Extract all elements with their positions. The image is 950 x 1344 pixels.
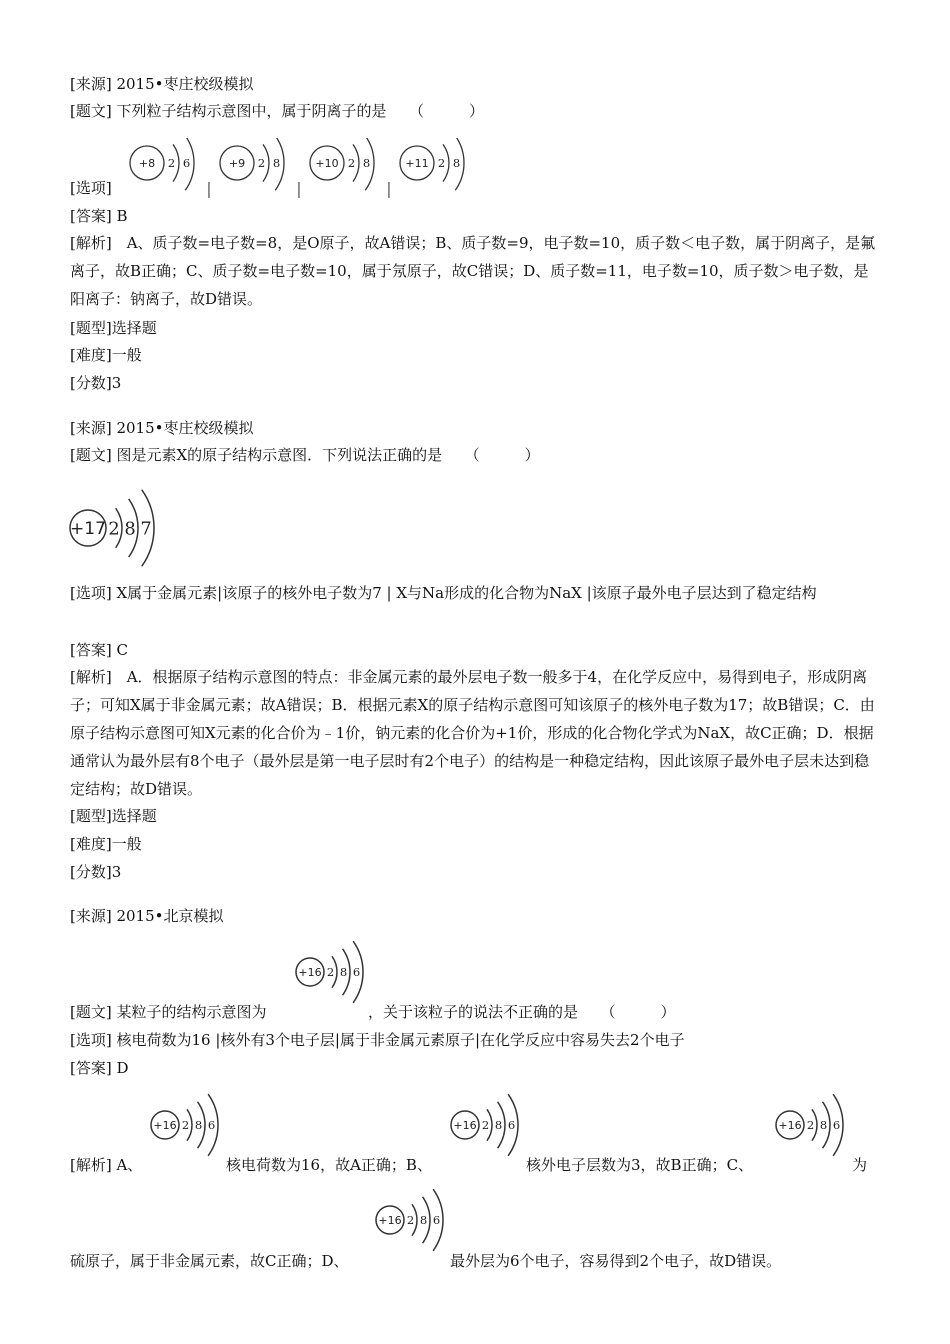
shell-electron-count: 6	[182, 156, 191, 171]
atom-structure-diagram	[215, 138, 293, 198]
q1-difficulty: [难度]一般	[70, 346, 142, 364]
nucleus-charge: +10	[315, 156, 339, 170]
q3-analysis-c: 硫原子，属于非金属元素，故C正确；D、	[70, 1252, 349, 1270]
q1-analysis: [解析] A、质子数=电子数=8，是O原子，故A错误；B、质子数=9，电子数=10，质子数＜电子数，属于阴离子，是氟离子，故B正确；C、质子数=电子数=10，属于氖原子，故C错误；D、质子数=11，电子数=10，质子数＞电子数，是阳离子：钠离子，故D错误。	[70, 234, 876, 308]
q2-score: [分数]3	[70, 863, 122, 881]
nucleus-charge: +9	[228, 156, 246, 170]
shell-electron-count: 7	[140, 518, 152, 540]
q3-source: [来源] 2015•北京模拟	[70, 907, 224, 925]
q3-stem-before: [题文] 某粒子的结构示意图为	[70, 1003, 267, 1021]
option-separator: |	[296, 179, 302, 198]
option-separator: |	[206, 179, 212, 198]
nucleus-charge: +16	[778, 1118, 802, 1132]
shell-electron-count: 2	[257, 156, 266, 171]
q1-option-diagram	[305, 138, 383, 198]
shell-electron-count: 6	[507, 1118, 516, 1133]
q3-analysis-d: 最外层为6个电子，容易得到2个电子，故D错误。	[450, 1252, 782, 1270]
q3-analysis-a-prefix: [解析] A、	[70, 1156, 143, 1174]
shell-electron-count: 2	[406, 1213, 415, 1228]
shell-electron-count: 8	[452, 156, 461, 171]
nucleus-charge: +16	[153, 1118, 177, 1132]
atom-structure-diagram	[145, 1085, 229, 1171]
q3-answer: [答案] D	[70, 1059, 129, 1077]
shell-electron-count: 2	[347, 156, 356, 171]
atom-structure-diagram	[445, 1085, 529, 1171]
q2-answer: [答案] C	[70, 641, 128, 659]
q2-difficulty: [难度]一般	[70, 835, 142, 853]
q2-atom-diagram	[66, 473, 166, 583]
nucleus-charge: +11	[405, 156, 429, 170]
nucleus-charge: +17	[70, 519, 106, 540]
shell-electron-count: 2	[326, 965, 335, 980]
q3-analysis-diagram-d	[370, 1180, 454, 1266]
q1-source: [来源] 2015•枣庄校级模拟	[70, 75, 254, 93]
shell-electron-count: 2	[167, 156, 176, 171]
atom-structure-diagram	[125, 138, 203, 198]
q3-options: [选项] 核电荷数为16 |核外有3个电子层|属于非金属元素原子|在化学反应中容易失去2个电子	[70, 1031, 685, 1049]
atom-structure-diagram	[305, 138, 383, 198]
shell-electron-count: 2	[181, 1118, 190, 1133]
shell-electron-count: 2	[481, 1118, 490, 1133]
q1-option-diagram	[215, 138, 293, 198]
q1-options-diagrams	[125, 138, 485, 198]
q3-analysis-diagram-c	[770, 1085, 854, 1171]
shell-electron-count: 8	[194, 1118, 203, 1133]
q2-type: [题型]选择题	[70, 807, 157, 825]
shell-electron-count: 8	[819, 1118, 828, 1133]
shell-electron-count: 2	[806, 1118, 815, 1133]
shell-electron-count: 8	[362, 156, 371, 171]
shell-electron-count: 6	[832, 1118, 841, 1133]
q3-analysis-diagram-b	[445, 1085, 529, 1171]
atom-structure-diagram	[66, 473, 166, 583]
shell-electron-count: 8	[494, 1118, 503, 1133]
q3-analysis-b: 核外电子层数为3，故B正确；C、	[526, 1156, 754, 1174]
q3-analysis-c-tail: 为	[852, 1156, 868, 1174]
q1-options-label: [选项]	[70, 179, 112, 197]
q3-stem-after: ，关于该粒子的说法不正确的是 （ ）	[368, 1003, 676, 1021]
q1-answer: [答案] B	[70, 207, 128, 225]
q3-analysis-a: 核电荷数为16，故A正确；B、	[226, 1156, 432, 1174]
q3-stem-diagram	[290, 932, 374, 1018]
shell-electron-count: 6	[352, 965, 361, 980]
q2-analysis: [解析] A．根据原子结构示意图的特点：非金属元素的最外层电子数一般多于4，在化学反应中，易得到电子，形成阴离子；可知X属于非金属元素；故A错误；B．根据元素X的原子结构示意图可知该原子的核外电子数为17；故B错误；C．由原子结构示意图可知X元素的化合价为﹣1价，钠元素的化合价为+1价，形成的化合物化学式为NaX，故C正确；D．根据通常认为最外层有8个电子（最外层是第一电子层时有2个电子）的结构是一种稳定结构，因此该原子最外电子层未达到稳定结构；故D错误。	[70, 668, 875, 798]
nucleus-charge: +8	[138, 156, 156, 170]
shell-electron-count: 8	[272, 156, 281, 171]
shell-electron-count: 8	[124, 518, 136, 540]
q2-stem: [题文] 图是元素X的原子结构示意图．下列说法正确的是 （ ）	[70, 446, 540, 464]
atom-structure-diagram	[395, 138, 473, 198]
option-separator: |	[386, 179, 392, 198]
shell-electron-count: 6	[207, 1118, 216, 1133]
shell-electron-count: 2	[108, 518, 120, 540]
q3-analysis-diagram-a	[145, 1085, 229, 1171]
q1-type: [题型]选择题	[70, 319, 157, 337]
q1-score: [分数]3	[70, 374, 122, 392]
nucleus-charge: +16	[298, 965, 322, 979]
atom-structure-diagram	[370, 1180, 454, 1266]
nucleus-charge: +16	[453, 1118, 477, 1132]
q1-stem: [题文] 下列粒子结构示意图中，属于阴离子的是 （ ）	[70, 102, 484, 120]
atom-structure-diagram	[770, 1085, 854, 1171]
atom-structure-diagram	[290, 932, 374, 1018]
shell-electron-count: 8	[419, 1213, 428, 1228]
q2-source: [来源] 2015•枣庄校级模拟	[70, 419, 254, 437]
shell-electron-count: 6	[432, 1213, 441, 1228]
shell-electron-count: 2	[437, 156, 446, 171]
q1-option-diagram	[395, 138, 473, 198]
shell-electron-count: 8	[339, 965, 348, 980]
q2-options: [选项] X属于金属元素|该原子的核外电子数为7 | X与Na形成的化合物为NaX |该原子最外电子层达到了稳定结构	[70, 584, 817, 602]
q1-option-diagram	[125, 138, 203, 198]
nucleus-charge: +16	[378, 1213, 402, 1227]
